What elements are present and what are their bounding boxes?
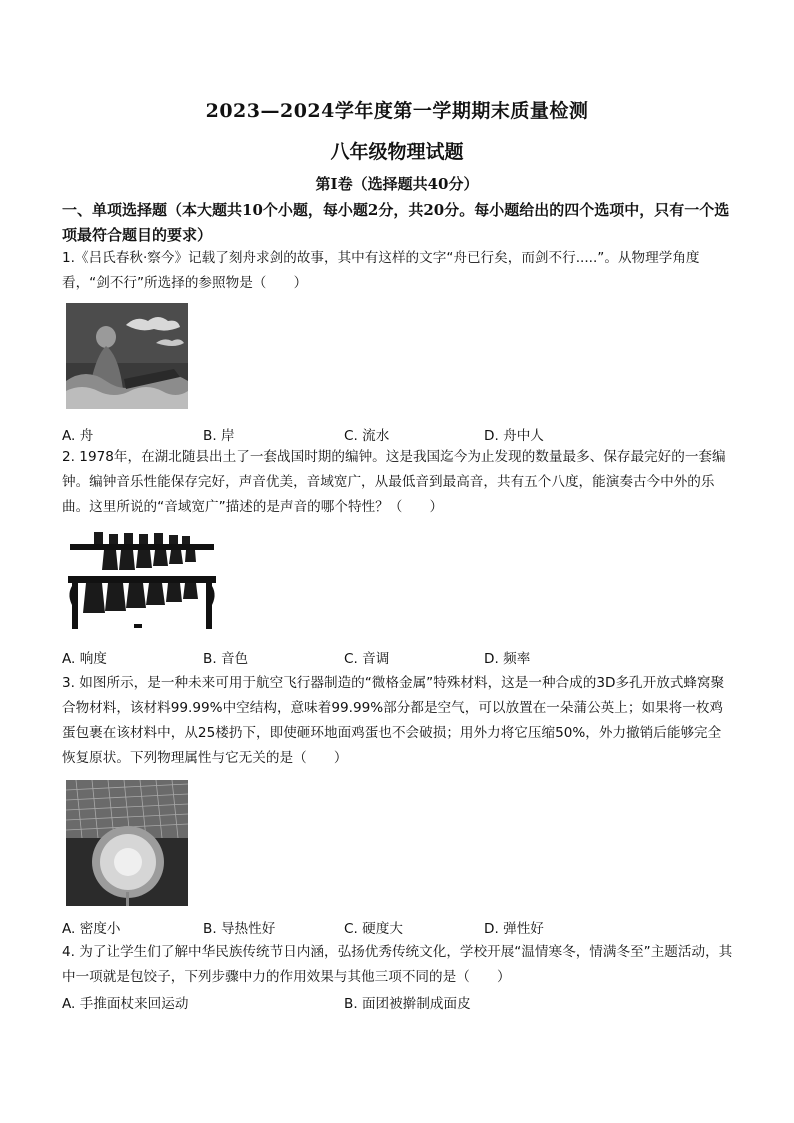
question-3-options bbox=[62, 917, 742, 939]
question-2-option-a[interactable]: A. 响度 bbox=[62, 651, 107, 667]
question-4-text: 4. 为了让学生们了解中华民族传统节日内涵，弘扬优秀传统文化，学校开展“温情寒冬，情满冬至”主题活动，其中一项就是包饺子，下列步骤中力的作用效果与其他三项不同的是（ ） bbox=[62, 944, 733, 985]
question-2-text: 2. 1978年，在湖北随县出土了一套战国时期的编钟。这是我国迄今为止发现的数量最多、保存最完好的一套编钟。编钟音乐性能保存完好，声音优美，音域宽广，从最低音到最高音，共有五个八度，能演奏古今中外的乐曲。这里所说的“音域宽广”描述的是声音的哪个特性？（ ） bbox=[62, 449, 726, 515]
question-1-option-a[interactable]: A. 舟 bbox=[62, 428, 94, 444]
question-1-option-d[interactable]: D. 舟中人 bbox=[484, 428, 544, 444]
question-3-option-a[interactable]: A. 密度小 bbox=[62, 921, 121, 937]
question-2-option-b[interactable]: B. 音色 bbox=[203, 651, 249, 667]
question-1-options bbox=[62, 424, 742, 446]
part-heading: 第Ⅰ卷（选择题共40分） bbox=[315, 175, 479, 193]
question-3-option-b[interactable]: B. 导热性好 bbox=[203, 921, 276, 937]
question-4-option-b[interactable]: B. 面团被擀制成面皮 bbox=[344, 996, 471, 1012]
question-3-option-c[interactable]: C. 硬度大 bbox=[344, 921, 403, 937]
question-2-options bbox=[62, 647, 742, 669]
question-3-text: 3. 如图所示，是一种未来可用于航空飞行器制造的“微格金属”特殊材料，这是一种合成的3D多孔开放式蜂窝聚合物材料，该材料99.99%中空结构，意味着99.99%部分都是空气，可以放置在一朵蒲公英上；如果将一枚鸡蛋包裹在该材料中，从25楼扔下，即使砸环地面鸡蛋也不会破损；用外力将它压缩50%，外力撤销后能够完全恢复原状。下列物理属性与它无关的是（ ） bbox=[62, 675, 725, 766]
question-1-option-b[interactable]: B. 岸 bbox=[203, 428, 235, 444]
exam-subtitle: 八年级物理试题 bbox=[330, 141, 464, 163]
ke-zhou-qiu-jian-figure bbox=[66, 303, 188, 409]
question-1-option-c[interactable]: C. 流水 bbox=[344, 428, 390, 444]
question-2-option-d[interactable]: D. 频率 bbox=[484, 651, 531, 667]
question-4-option-a[interactable]: A. 手推面杖来回运动 bbox=[62, 996, 189, 1012]
section-heading: 一、单项选择题（本大题共10个小题，每小题2分，共20分。每小题给出的四个选项中，只有一个选项最符合题目的要求） bbox=[62, 201, 730, 244]
bianzhong-bells-figure bbox=[64, 530, 220, 636]
exam-title: 2023—2024学年度第一学期期末质量检测 bbox=[205, 100, 589, 122]
question-4-options bbox=[62, 992, 742, 1014]
question-2-option-c[interactable]: C. 音调 bbox=[344, 651, 390, 667]
microlattice-dandelion-figure bbox=[66, 780, 188, 906]
question-3-option-d[interactable]: D. 弹性好 bbox=[484, 921, 544, 937]
question-1-text: 1.《吕氏春秋·察今》记载了刻舟求剑的故事，其中有这样的文字“舟已行矣，而剑不行.....”。从物理学角度看，“剑不行”所选择的参照物是（ ） bbox=[62, 250, 700, 291]
